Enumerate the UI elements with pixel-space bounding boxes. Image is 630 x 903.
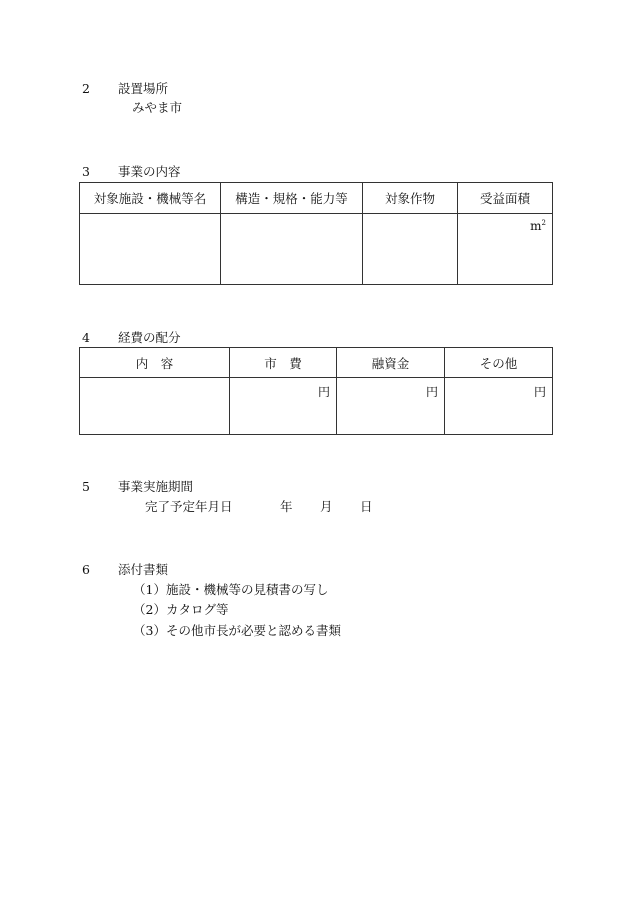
yen-unit-loan: 円 xyxy=(425,385,438,399)
table-row xyxy=(80,378,553,435)
content-cell[interactable] xyxy=(80,378,230,435)
year-label: 年 xyxy=(280,499,293,514)
section-6-title: 添付書類 xyxy=(118,562,169,577)
completion-date-label: 完了予定年月日 xyxy=(145,499,233,514)
section-3-number: 3 xyxy=(82,164,90,179)
attachment-item: （2）カタログ等 xyxy=(133,602,229,617)
header-structure-spec: 構造・規格・能力等 xyxy=(221,183,363,214)
table-row xyxy=(80,214,553,285)
area-unit-superscript: 2 xyxy=(541,219,546,227)
loan-cell[interactable] xyxy=(337,378,445,435)
header-target-crop: 対象作物 xyxy=(363,183,458,214)
target-crop-cell[interactable] xyxy=(363,214,458,285)
attachment-item: （1）施設・機械等の見積書の写し xyxy=(133,582,329,597)
yen-unit-other: 円 xyxy=(533,385,546,399)
header-city-expense: 市 費 xyxy=(230,348,337,378)
project-content-table xyxy=(79,182,553,285)
benefit-area-cell[interactable] xyxy=(458,214,553,285)
header-content: 内 容 xyxy=(80,348,230,378)
section-6-number: 6 xyxy=(82,562,90,577)
section-3-title: 事業の内容 xyxy=(118,164,181,179)
yen-unit-city: 円 xyxy=(317,385,330,399)
header-facility-name: 対象施設・機械等名 xyxy=(80,183,221,214)
month-label: 月 xyxy=(320,499,333,514)
header-other: その他 xyxy=(445,348,553,378)
area-unit xyxy=(530,219,546,233)
header-loan: 融資金 xyxy=(337,348,445,378)
area-unit-base: m xyxy=(530,219,542,233)
installation-location-value: みやま市 xyxy=(132,100,183,115)
facility-name-cell[interactable] xyxy=(80,214,221,285)
table-header-row xyxy=(80,183,553,214)
other-cell[interactable] xyxy=(445,378,553,435)
cost-allocation-table xyxy=(79,347,553,435)
table-header-row xyxy=(80,348,553,378)
city-expense-cell[interactable] xyxy=(230,378,337,435)
day-label: 日 xyxy=(360,499,373,514)
header-benefit-area: 受益面積 xyxy=(458,183,553,214)
section-4-number: 4 xyxy=(82,330,90,345)
attachment-item: （3）その他市長が必要と認める書類 xyxy=(133,623,341,638)
structure-spec-cell[interactable] xyxy=(221,214,363,285)
section-2-title: 設置場所 xyxy=(118,81,169,96)
section-2-number: 2 xyxy=(82,81,90,96)
section-4-title: 経費の配分 xyxy=(118,330,181,345)
section-5-title: 事業実施期間 xyxy=(118,479,194,494)
section-5-number: 5 xyxy=(82,479,90,494)
